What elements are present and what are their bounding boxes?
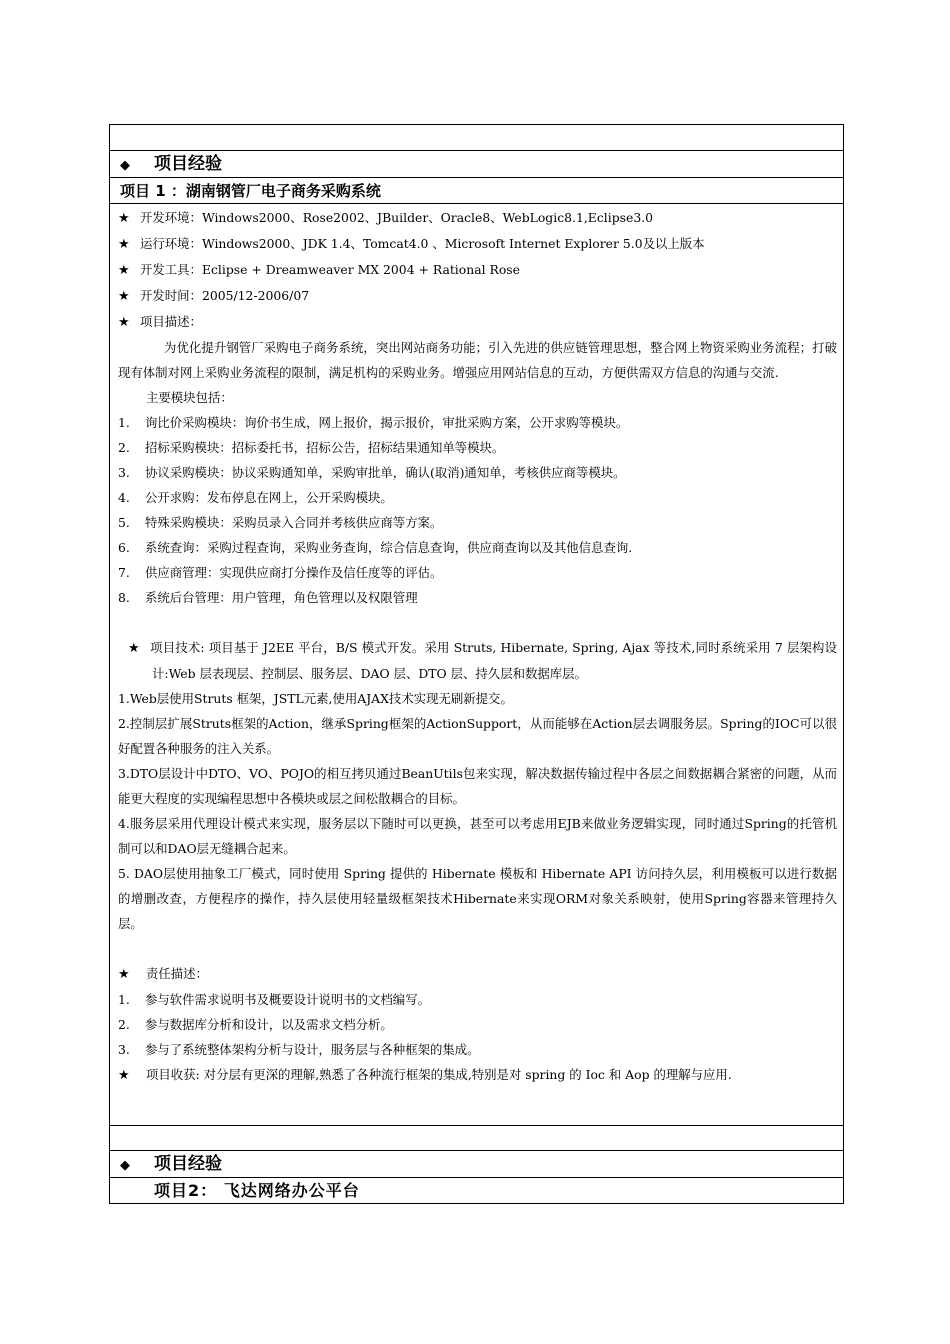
project-title: 项目 1 ：湖南钢管厂电子商务采购系统 [110, 178, 843, 204]
tech-point: 3.DTO层设计中DTO、VO、POJO的相互拷贝通过BeanUtils包来实现，解决数据传输过程中各层之间数据耦合紧密的问题，从而能更大程度的实现编程思想中各模块或层之间松散耦合的目标。 [118, 766, 837, 806]
list-item: 3. 参与了系统整体架构分析与设计，服务层与各种框架的集成。 [118, 1042, 480, 1057]
tech-point: 2.控制层扩展Struts框架的Action，继承Spring框架的ActionSupport，从而能够在Action层去调服务层。Spring的IOC可以很好配置各种服务的注入关系。 [118, 716, 837, 756]
star-bullet-icon: ★ [118, 211, 130, 226]
star-bullet-icon: ★ [118, 1068, 130, 1083]
modules-label: 主要模块包括： [146, 390, 233, 405]
star-bullet-icon: ★ [118, 315, 130, 330]
list-item: 5. 特殊采购模块：采购员录入合同并考核供应商等方案。 [118, 515, 443, 530]
tech-point: 4.服务层采用代理设计模式来实现，服务层以下随时可以更换，甚至可以考虑用EJB来做业务逻辑实现，同时通过Spring的托管机制可以和DAO层无缝耦合起来。 [118, 816, 837, 856]
section-header [110, 151, 843, 178]
section-title: 项目经验 [154, 154, 222, 174]
time-line: ★ 开发时间：2005/12-2006/07 [118, 283, 837, 309]
desc-paragraph: 为优化提升钢管厂采购电子商务系统，突出网站商务功能；引入先进的供应链管理思想，整合网上物资采购业务流程；打破现有体制对网上采购业务流程的限制，满足机构的采购业务。增强应用网站信息的互动，方便供需双方信息的沟通与交流. [118, 340, 837, 380]
list-item: 4. 公开求购：发布停息在网上，公开采购模块。 [118, 490, 393, 505]
section-header [110, 1151, 843, 1178]
diamond-bullet-icon: ◆ [120, 1158, 130, 1173]
desc-label: ★ 项目描述： [118, 309, 837, 335]
tech-paragraph: ★ 项目技术: 项目基于 J2EE 平台，B/S 模式开发。采用 Struts, Hibernate, Spring, Ajax 等技术,同时系统采用 7 层架构设计:Web 层表现层、控制层、服务层、DAO 层、DTO 层、持久层和数据库层。 [118, 635, 837, 686]
list-item: 7. 供应商管理：实现供应商打分操作及信任度等的评估。 [118, 565, 443, 580]
empty-row [110, 125, 843, 151]
list-item: 2. 参与数据库分析和设计，以及需求文档分析。 [118, 1017, 393, 1032]
run-env-line: ★ 运行环境：Windows2000、JDK 1.4、Tomcat4.0 、Microsoft Internet Explorer 5.0及以上版本 [118, 231, 837, 257]
star-bullet-icon: ★ [118, 967, 130, 982]
list-item: 1. 询比价采购模块：询价书生成，网上报价，揭示报价，审批采购方案，公开求购等模块。 [118, 415, 629, 430]
list-item: 1. 参与软件需求说明书及概要设计说明书的文档编写。 [118, 992, 430, 1007]
section-title: 项目经验 [154, 1154, 222, 1174]
tools-line: ★ 开发工具：Eclipse + Dreamweaver MX 2004 + Rational Rose [118, 257, 837, 283]
star-bullet-icon: ★ [118, 237, 130, 252]
diamond-bullet-icon: ◆ [120, 158, 130, 173]
list-item: 2. 招标采购模块：招标委托书，招标公告，招标结果通知单等模块。 [118, 440, 505, 455]
project-title: 项目2： 飞达网络办公平台 [154, 1181, 360, 1200]
star-bullet-icon: ★ [118, 289, 130, 304]
spacer [118, 936, 837, 961]
star-bullet-icon: ★ [118, 263, 130, 278]
empty-row [110, 1125, 843, 1151]
gain-line: ★ 项目收获: 对分层有更深的理解,熟悉了各种流行框架的集成,特别是对 spring 的 Ioc 和 Aop 的理解与应用. [118, 1062, 837, 1088]
list-item: 8. 系统后台管理：用户管理，角色管理以及权限管理 [118, 590, 418, 605]
star-bullet-icon: ★ [128, 641, 140, 656]
list-item: 6. 系统查询：采购过程查询，采购业务查询，综合信息查询，供应商查询以及其他信息查询. [118, 540, 633, 555]
resp-label: ★ 责任描述： [118, 961, 837, 987]
resume-table [109, 124, 844, 1204]
tech-point: 1.Web层使用Struts 框架，JSTL元素,使用AJAX技术实现无刷新提交。 [118, 691, 513, 706]
project-details [110, 205, 843, 1123]
list-item: 3. 协议采购模块：协议采购通知单，采购审批单，确认(取消)通知单，考核供应商等模块。 [118, 465, 626, 480]
dev-env-line: ★ 开发环境：Windows2000、Rose2002、JBuilder、Oracle8、WebLogic8.1,Eclipse3.0 [118, 205, 837, 231]
spacer [118, 610, 837, 635]
tech-point: 5. DAO层使用抽象工厂模式，同时使用 Spring 提供的 Hibernate 模板和 Hibernate API 访问持久层，利用模板可以进行数据的增删改查，方便程序的操作，持久层使用轻量级框架技术Hibernate来实现ORM对象关系映射，使用Spring容器来管理持久层。 [118, 866, 837, 931]
